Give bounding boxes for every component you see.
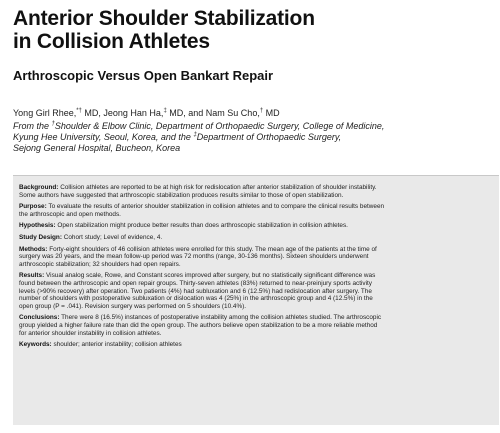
abstract-conclusions: Conclusions: There were 8 (16.5%) instances of postoperative instability among the collision athletes studied. The arthroscopic group yielded a higher failure rate than did the open group. The authors believe open stabilization to be a more reliable method for anterior shoulder instability in collision athletes.: [19, 314, 382, 337]
author-name: Yong Girl Rhee,: [13, 108, 77, 118]
author-degree: MD, and: [166, 108, 206, 118]
title-line-1: Anterior Shoulder Stabilization: [13, 7, 315, 30]
affiliation-line-3: Sejong General Hospital, Bucheon, Korea: [13, 143, 181, 153]
author-degree: MD: [263, 108, 280, 118]
author-mark: ‡: [163, 108, 167, 114]
author-list: [13, 108, 280, 119]
affiliations: [13, 121, 493, 154]
section-label: Study Design:: [19, 233, 62, 241]
affiliation-line-1: From the †Shoulder & Elbow Clinic, Department of Orthopaedic Surgery, College of Medicine,: [13, 121, 385, 131]
abstract-purpose: Purpose: To evaluate the results of anterior shoulder stabilization in collision athletes and to compare the clinical results between the arthroscopic and open methods.: [19, 203, 385, 218]
article-subtitle: Arthroscopic Versus Open Bankart Repair: [13, 68, 274, 83]
section-label: Keywords:: [19, 341, 52, 349]
article-title: [13, 7, 433, 53]
abstract-hypothesis: Hypothesis: Open stabilization might produce better results than does arthroscopic stabilization in collision athletes.: [19, 222, 348, 230]
abstract-study-design: Study Design: Cohort study; Level of evidence, 4.: [19, 233, 163, 241]
abstract-results: Results: Visual analog scale, Rowe, and Constant scores improved after surgery, but no statistically significant difference was found between the arthroscopic and open repair groups. Thirty-seven athletes (83%) returned to near-preinjury sports activity levels (>90% recovery) after operation. Two patients (4%) had subluxation and 6 (12.5%) had redislocation after surgery. The number of shoulders with postoperative subluxation or dislocation was 4 (25%) in the arthroscopic group and 4 (12.5%) in the open group (P = .041). Revision surgery was performed on 5 shoulders (10.4%).: [19, 272, 376, 310]
abstract-background: Background: Collision athletes are reported to be at high risk for redislocation after anterior stabilization of shoulder instability. Some authors have suggested that arthroscopic stabilization produces results similar to those of open stabilization.: [19, 184, 377, 199]
section-label: Methods:: [19, 245, 48, 253]
section-label: Hypothesis:: [19, 222, 56, 230]
abstract-methods: Methods: Forty-eight shoulders of 46 collision athletes were enrolled for this study. The mean age of the patients at the time of surgery was 20 years, and the mean follow-up period was 72 months (range, 30-136 months). Sixteen shoulders underwent arthroscopic stabilization; 32 shoulders had open repairs.: [19, 245, 377, 268]
abstract-keywords: Keywords: shoulder; anterior instability; collision athletes: [19, 341, 182, 349]
abstract-box: [13, 175, 499, 425]
section-label: Conclusions:: [19, 314, 60, 322]
title-line-2: in Collision Athletes: [13, 30, 210, 53]
section-label: Results:: [19, 272, 45, 280]
author-mark: †: [259, 108, 264, 114]
author-mark: *†: [76, 108, 82, 114]
author-degree: MD,: [81, 108, 104, 118]
affiliation-line-2: Kyung Hee University, Seoul, Korea, and the ‡Department of Orthopaedic Surgery,: [13, 132, 342, 142]
section-label: Purpose:: [19, 203, 47, 211]
author-name: Jeong Han Ha,: [103, 108, 164, 118]
author-name: Nam Su Cho,: [205, 108, 260, 118]
section-label: Background:: [19, 184, 59, 191]
